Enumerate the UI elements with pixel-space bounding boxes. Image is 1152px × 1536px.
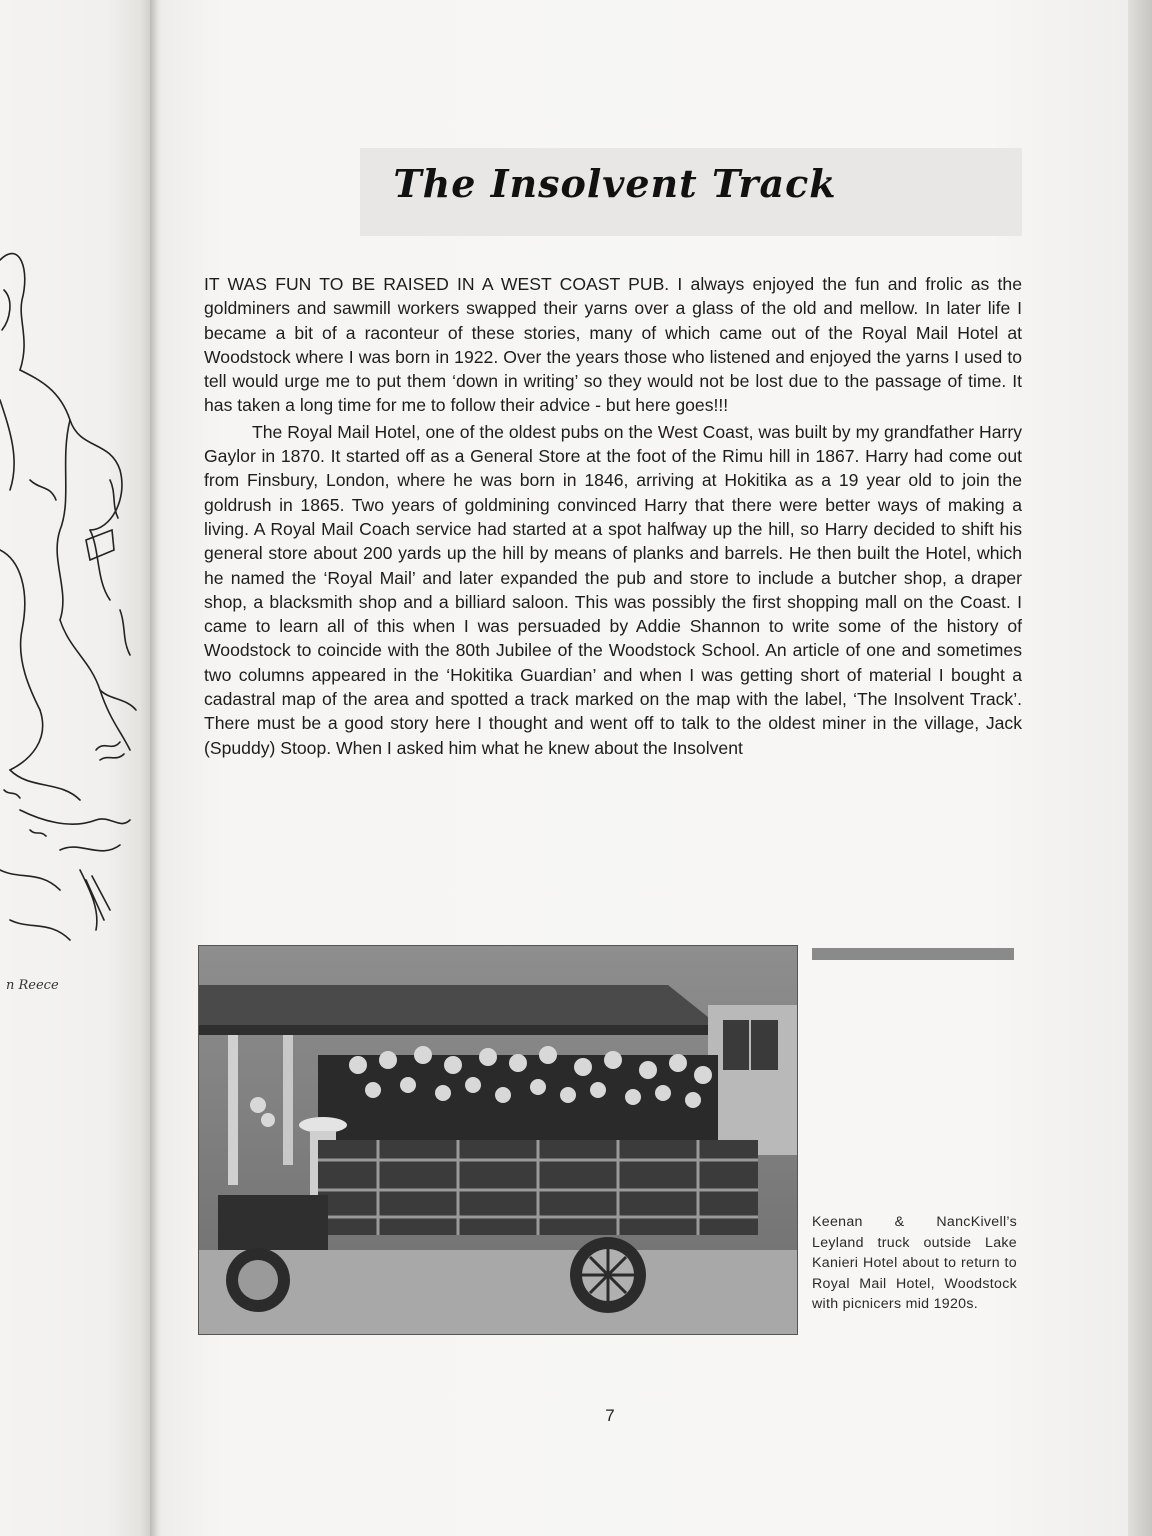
truck-with-picnicers-photo	[198, 945, 798, 1335]
left-facing-page	[0, 0, 152, 1536]
photo-caption: Keenan & NancKivell’s Leyland truck outside Lake Kanieri Hotel about to return to Royal Mail Hotel, Woodstock with picnicers mid 1920s.	[812, 1214, 1017, 1312]
page-title: The Insolvent Track	[393, 161, 837, 206]
page-edge-shadow	[1128, 0, 1152, 1536]
historic-photograph	[198, 945, 798, 1335]
caption-accent-bar	[812, 948, 1014, 960]
paragraph-1: IT WAS FUN TO BE RAISED IN A WEST COAST PUB. I always enjoyed the fun and frolic as the goldminers and sawmill workers swapped their yarns over a glass of the old and mellow. In later life I became a bit of a raconteur of these stories, many of which came out of the Royal Mail Hotel at Woodstock where I was born in 1922. Over the years those who listened and enjoyed the yarns I used to tell would urge me to put them ‘down in writing’ so they would not be lost due to the passage of time. It has taken a long time for me to follow their advice - but here goes!!!	[204, 274, 1022, 416]
paragraph-2: The Royal Mail Hotel, one of the oldest pubs on the West Coast, was built by my grandfather Harry Gaylor in 1870. It started off as a General Store at the foot of the Rimu hill in 1867. Harry had come out from Finsbury, London, where he was born in 1846, arriving at Hokitika as a 19 year old to join the goldrush in 1865. Two years of goldmining convinced Harry that there were better ways of making a living. A Royal Mail Coach service had started at a spot halfway up the hill, so Harry decided to shift his general store about 200 yards up the hill by means of planks and barrels. He then built the Hotel, which he named the ‘Royal Mail’ and later expanded the pub and store to include a butcher shop, a draper shop, a blacksmith shop and a billiard saloon. This was possibly the first shopping mall on the Coast. I came to learn all of this when I was persuaded by Addie Shannon to write some of the history of Woodstock to coincide with the 80th Jubilee of the Woodstock School. An article of one and sometimes two columns appeared in the ‘Hokitika Guardian’ and when I was getting short of material I bought a cadastral map of the area and spotted a track marked on the map with the label, ‘The Insolvent Track’. There must be a good story here I thought and went off to talk to the oldest miner in the village, Jack (Spuddy) Stoop. When I asked him what he knew about the Insolvent	[204, 421, 1022, 758]
page-number: 7	[605, 1406, 615, 1425]
signature-fragment: n Reece	[6, 978, 59, 993]
cartoon-sketch-illustration	[0, 230, 150, 990]
article-body	[204, 272, 1022, 760]
